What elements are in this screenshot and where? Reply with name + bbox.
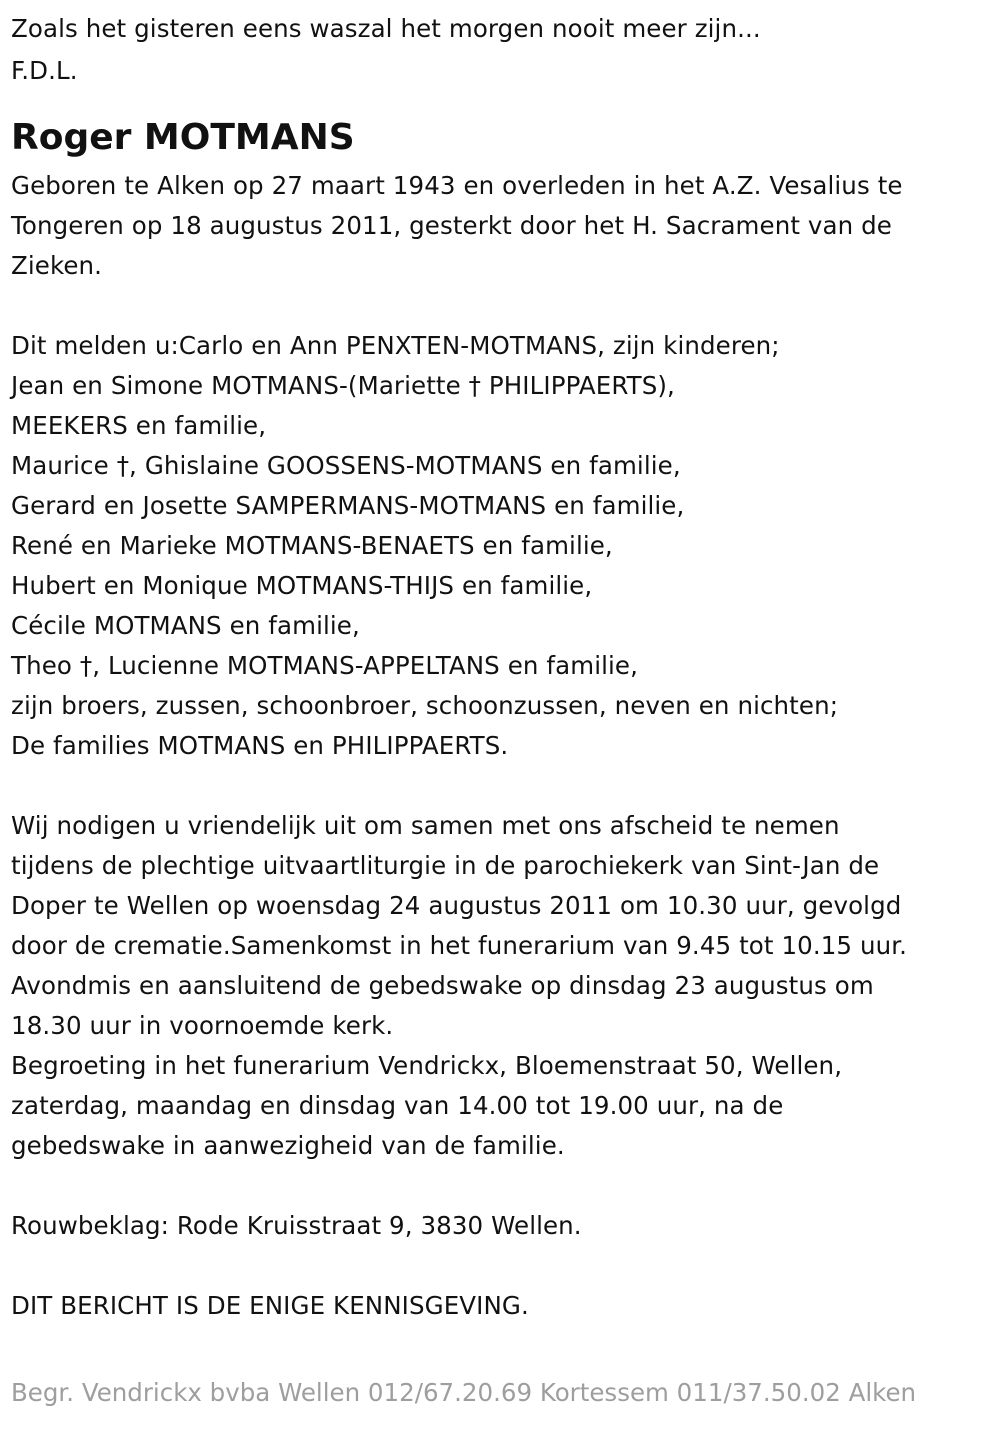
- family-line: Cécile MOTMANS en familie,: [11, 611, 360, 640]
- paragraph-line: Geboren te Alken op 27 maart 1943 en overleden in het A.Z. Vesalius te: [11, 171, 903, 200]
- paragraph-line: zaterdag, maandag en dinsdag van 14.00 tot 19.00 uur, na de: [11, 1091, 784, 1120]
- spacer: [11, 1246, 988, 1286]
- family-list: [11, 326, 988, 766]
- intro-quote: Zoals het gisteren eens waszal het morgen nooit meer zijn...: [11, 14, 761, 43]
- paragraph-line: door de crematie.Samenkomst in het funerarium van 9.45 tot 10.15 uur.: [11, 931, 908, 960]
- spacer: [11, 1166, 988, 1206]
- family-line: De families MOTMANS en PHILIPPAERTS.: [11, 731, 509, 760]
- ceremony-paragraph: [11, 806, 988, 1166]
- family-line: Dit melden u:Carlo en Ann PENXTEN-MOTMANS, zijn kinderen;: [11, 331, 780, 360]
- paragraph-line: tijdens de plechtige uitvaartliturgie in de parochiekerk van Sint-Jan de: [11, 851, 880, 880]
- family-line: zijn broers, zussen, schoonbroer, schoonzussen, neven en nichten;: [11, 691, 839, 720]
- family-line: Jean en Simone MOTMANS-(Mariette † PHILIPPAERTS),: [11, 371, 675, 400]
- spacer: [11, 766, 988, 806]
- funeral-home-footer: Begr. Vendrickx bvba Wellen 012/67.20.69 Kortessem 011/37.50.02 Alken: [11, 1378, 917, 1407]
- paragraph-line: Doper te Wellen op woensdag 24 augustus 2011 om 10.30 uur, gevolgd: [11, 891, 902, 920]
- spacer: [11, 286, 988, 326]
- paragraph-line: Begroeting in het funerarium Vendrickx, Bloemenstraat 50, Wellen,: [11, 1051, 843, 1080]
- family-line: Hubert en Monique MOTMANS-THIJS en familie,: [11, 571, 593, 600]
- condolence-address: Rouwbeklag: Rode Kruisstraat 9, 3830 Wellen.: [11, 1211, 582, 1240]
- family-line: Gerard en Josette SAMPERMANS-MOTMANS en familie,: [11, 491, 685, 520]
- family-line: Theo †, Lucienne MOTMANS-APPELTANS en familie,: [11, 651, 638, 680]
- paragraph-line: Tongeren op 18 augustus 2011, gesterkt door het H. Sacrament van de: [11, 211, 892, 240]
- family-line: Maurice †, Ghislaine GOOSSENS-MOTMANS en familie,: [11, 451, 681, 480]
- family-line: MEEKERS en familie,: [11, 411, 267, 440]
- paragraph-line: gebedswake in aanwezigheid van de familie.: [11, 1131, 565, 1160]
- paragraph-line: Wij nodigen u vriendelijk uit om samen met ons afscheid te nemen: [11, 811, 840, 840]
- intro-section: [11, 8, 988, 92]
- paragraph-line: Avondmis en aansluitend de gebedswake op dinsdag 23 augustus om: [11, 971, 874, 1000]
- family-line: René en Marieke MOTMANS-BENAETS en familie,: [11, 531, 613, 560]
- birth-death-paragraph: [11, 166, 988, 286]
- paragraph-line: Zieken.: [11, 251, 103, 280]
- notice-text: DIT BERICHT IS DE ENIGE KENNISGEVING.: [11, 1291, 529, 1320]
- paragraph-line: 18.30 uur in voornoemde kerk.: [11, 1011, 394, 1040]
- deceased-name: Roger MOTMANS: [11, 117, 355, 158]
- intro-initials: F.D.L.: [11, 56, 78, 85]
